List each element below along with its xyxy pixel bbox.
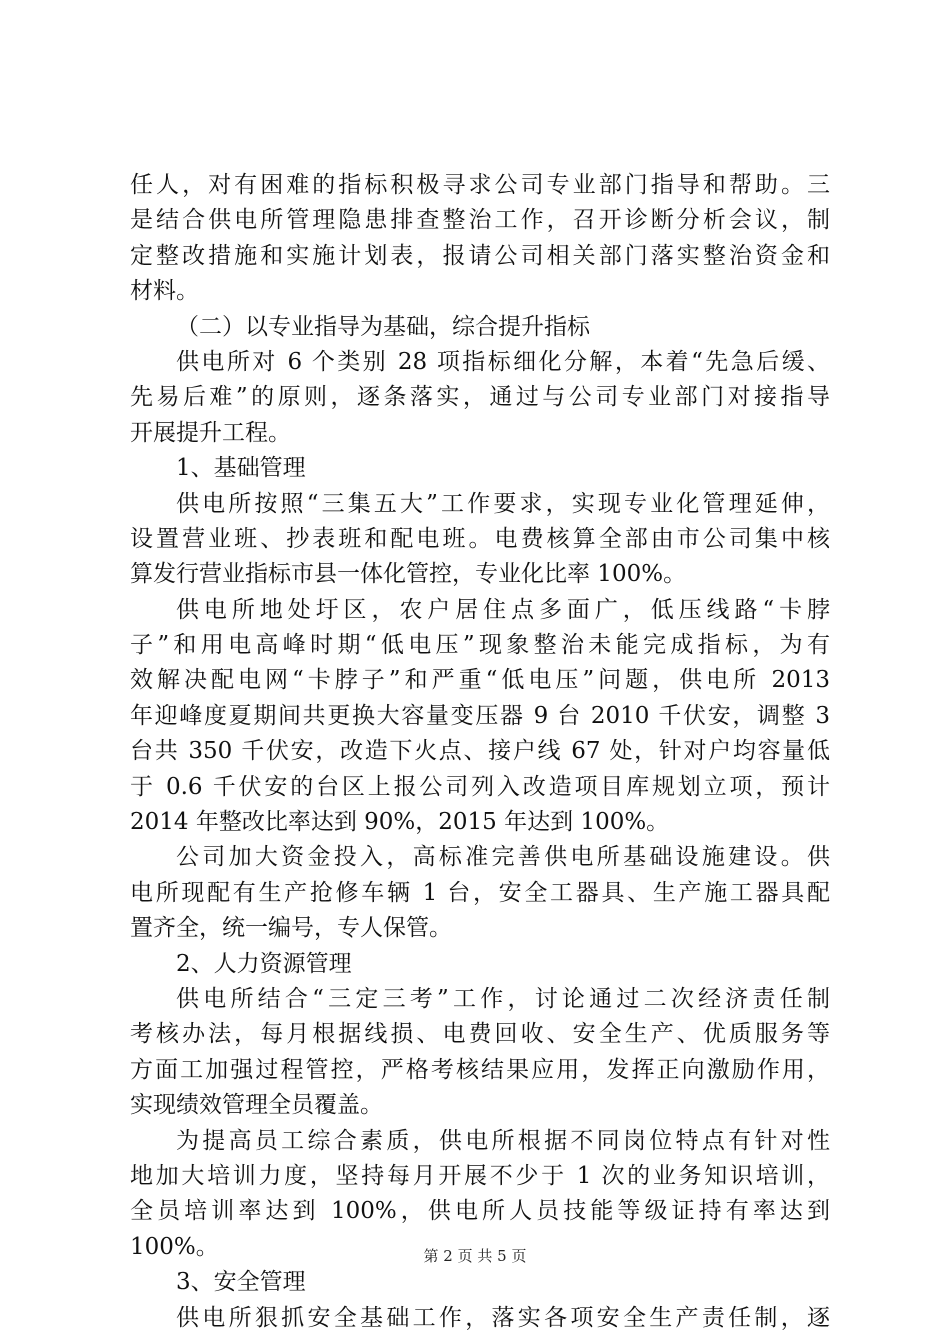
subsection-heading: 2、人力资源管理 <box>176 950 352 977</box>
text-line: 定整改措施和实施计划表，报请公司相关部门落实整治资金和 <box>130 242 830 269</box>
text-line: 方面工加强过程管控，严格考核结果应用，发挥正向激励作用， <box>130 1056 830 1083</box>
text-line: 供电所按照“三集五大”工作要求，实现专业化管理延伸， <box>176 490 830 517</box>
text-line: 先易后难”的原则，逐条落实，通过与公司专业部门对接指导 <box>130 384 830 411</box>
document-body <box>130 168 830 1336</box>
text-line: 实现绩效管理全员覆盖。 <box>130 1092 383 1119</box>
text-line: 供电所地处圩区，农户居住点多面广，低压线路“卡脖 <box>176 596 830 623</box>
subsection-heading: 3、安全管理 <box>176 1269 306 1296</box>
text-line: 算发行营业指标市县一体化管控，专业化比率 100%。 <box>130 561 687 588</box>
text-line: 是结合供电所管理隐患排查整治工作，召开诊断分析会议，制 <box>130 207 830 234</box>
text-line: 年迎峰度夏期间共更换大容量变压器 9 台 2010 千伏安，调整 3 <box>130 702 830 729</box>
text-line: 全员培训率达到 100%，供电所人员技能等级证持有率达到 <box>130 1198 830 1225</box>
text-line: 任人，对有困难的指标积极寻求公司专业部门指导和帮助。三 <box>130 172 830 198</box>
text-line: 地加大培训力度，坚持每月开展不少于 1 次的业务知识培训， <box>130 1162 830 1189</box>
text-line: 于 0.6 千伏安的台区上报公司列入改造项目库规划立项，预计 <box>130 773 830 800</box>
text-line: 电所现配有生产抢修车辆 1 台，安全工器具、生产施工器具配 <box>130 879 830 906</box>
text-line: 100%。 <box>130 1233 219 1260</box>
text-line: 考核办法，每月根据线损、电费回收、安全生产、优质服务等 <box>130 1021 830 1048</box>
text-line: 效解决配电网“卡脖子”和严重“低电压”问题，供电所 2013 <box>130 667 830 694</box>
text-line: 材料。 <box>130 278 199 305</box>
text-line: 供电所结合“三定三考”工作，讨论通过二次经济责任制 <box>176 985 830 1012</box>
text-line: 公司加大资金投入，高标准完善供电所基础设施建设。供 <box>176 844 830 871</box>
text-line: 2014 年整改比率达到 90%，2015 年达到 100%。 <box>130 809 670 836</box>
subsection-heading: 1、基础管理 <box>176 455 306 482</box>
text-line: 设置营业班、抄表班和配电班。电费核算全部由市公司集中核 <box>130 525 830 552</box>
text-line: 为提高员工综合素质，供电所根据不同岗位特点有针对性 <box>176 1127 830 1154</box>
text-line: 开展提升工程。 <box>130 419 291 446</box>
text-line: 置齐全，统一编号，专人保管。 <box>130 915 452 942</box>
text-line: 供电所狠抓安全基础工作，落实各项安全生产责任制，逐 <box>176 1304 830 1331</box>
page-number-footer: 第 2 页 共 5 页 <box>423 1247 527 1265</box>
text-line: 台共 350 千伏安，改造下火点、接户线 67 处，针对户均容量低 <box>130 738 830 765</box>
section-heading: （二）以专业指导为基础，综合提升指标 <box>176 313 590 340</box>
text-line: 子”和用电高峰时期“低电压”现象整治未能完成指标，为有 <box>130 632 830 659</box>
text-line: 供电所对 6 个类别 28 项指标细化分解，本着“先急后缓、 <box>176 348 830 375</box>
